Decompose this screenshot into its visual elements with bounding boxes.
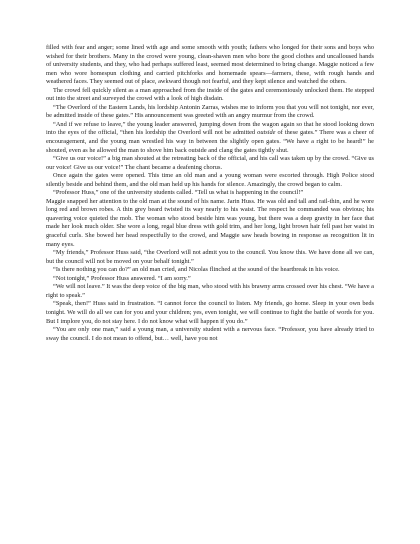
paragraph-14: “You are only one man,” said a young man, a university student with a nervous face. “Professor, you have already tried to sway the council. I do not mean to offend, but… well, have you not <box>46 326 374 342</box>
paragraph-2: The crowd fell quickly silent as a man approached from the inside of the gates and ceremoniously unlocked them. He stepped out into the street and surveyed the crowd with a look of high disdain. <box>46 86 374 103</box>
paragraph-7: “Professor Huss,” one of the university students called. “Tell us what is happening in the council!” <box>53 189 304 197</box>
paragraph-1: filled with fear and anger; some lined with age and some smooth with youth; fathers who longed for their sons and boys who wished for their brothers. Many in the crowd were young, clean-shaven men who bore the good clothes and uncalloused hands of university students, and they, who had perhaps suffered least, seemed most determined to bring change. Maggie noticed a few men who wore homespun clothing and carried pitchforks and homemade spears—farmers, these, with rough hands and weathered faces. They seemed out of place, awkward though not fearful, and they kept silence and watched the others. <box>46 44 374 86</box>
paragraph-10: “Is there nothing you can do?” an old man cried, and Nicolas flinched at the sound of the heartbreak in his voice. <box>53 266 340 274</box>
paragraph-13: “Speak, then!” Huss said in frustration. “I cannot force the council to listen. My friends, go home. Sleep in your own beds tonight. We will do all we can for you and your children; yes, even tonight, we will continue to fight the battle of words for you. But I implore you, do not stay here. I do not know what will happen if you do.” <box>46 300 374 325</box>
paragraph-4: “And if we refuse to leave,” the young leader answered, jumping down from the wagon again so that he stood looking down into the eyes of the official, “then his lordship the Overlord will not be admitted outside of these gates.” There was a cheer of encouragement, and the young man wrestled his way in between the slightly open gates. “We have a right to be heard!” he shouted, even as he allowed the man to shove him back outside and clang the gates tightly shut. <box>46 120 374 154</box>
paragraph-12: “We will not leave.” It was the deep voice of the big man, who stood with his brawny arms crossed over his chest. “We have a right to speak.” <box>46 283 374 299</box>
emphasis-outside: outside <box>257 129 276 137</box>
paragraph-3: “The Overlord of the Eastern Lands, his lordship Antonin Zarras, wishes me to inform you that you will not tonight, nor ever, be admitted inside of these gates.” His announcement was greeted with an angry murmur from the crowd. <box>46 103 374 120</box>
document-page <box>46 44 374 514</box>
paragraph-6: Once again the gates were opened. This time an old man and a young woman were escorted through. High Police stood silently beside and behind them, and the old man held up his hands for silence. Amazingly, the crowd began to calm. <box>46 172 374 188</box>
paragraph-8: Maggie snapped her attention to the old man at the sound of his name. Jarin Huss. He was old and tall and rail-thin, and he wore long red and brown robes. A thin grey beard twisted its way nearly to his waist. The respect he commanded was obvious; his quavering voice quieted the mob. The woman who stood beside him was young, but there was a deep gravity in her face that made her look much older. She wore a long, regal blue dress with gold trim, and her long, light brown hair fell past her waist in graceful curls. She bowed her head respectfully to the crowd, and Maggie saw heads bowing in response as recognition lit in many eyes. <box>46 197 374 248</box>
paragraph-11: “Not tonight,” Professor Huss answered. “I am sorry.” <box>53 274 191 282</box>
paragraph-5: “Give us our voice!” a big man shouted at the retreating back of the official, and his call was taken up by the crowd. “Give us our voice! Give us our voice!” The chant became a deafening chorus. <box>46 155 374 171</box>
paragraph-9: “My friends,” Professor Huss said, “the Overlord will not admit you to the council. You know this. We have done all we can, but the council will not be moved on your behalf tonight.” <box>46 249 374 265</box>
